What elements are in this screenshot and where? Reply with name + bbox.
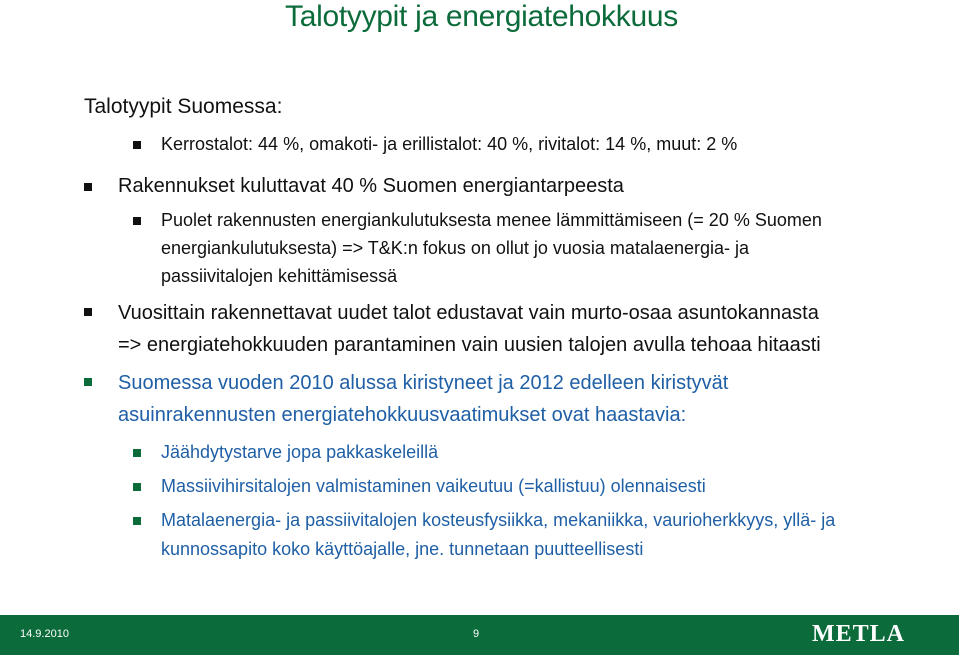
bullet-text [161, 506, 835, 564]
bullet-square-icon [133, 141, 141, 149]
bullet-square-icon [133, 483, 141, 491]
bullet-line: passiivitalojen kehittämisessä [161, 266, 398, 286]
bullet-line: Kerrostalot: 44 %, omakoti- ja erillistalot: 40 %, rivitalot: 14 %, muut: 2 % [161, 134, 738, 154]
bullet-line: Suomessa vuoden 2010 alussa kiristyneet ja 2012 edelleen kiristyvät [118, 372, 729, 394]
bullet-line: Jäähdytystarve jopa pakkaskeleillä [161, 442, 439, 462]
bullet-square-icon [84, 308, 92, 316]
bullet-line: kunnossapito koko käyttöajalle, jne. tunnetaan puutteellisesti [161, 539, 644, 559]
slide-title: Talotyypit ja energiatehokkuus [285, 0, 678, 33]
bullet-line: => energiatehokkuuden parantaminen vain uusien talojen avulla tehoaa hitaasti [118, 334, 821, 356]
bullet-line: Matalaenergia- ja passiivitalojen kosteusfysiikka, mekaniikka, vaurioherkkyys, yllä- ja [161, 510, 836, 530]
bullet-text [118, 172, 624, 200]
bullet-text [161, 130, 737, 158]
bullet-text [161, 206, 822, 290]
bullet-text [161, 438, 438, 466]
bullet-line: Rakennukset kuluttavat 40 % Suomen energiantarpeesta [118, 175, 624, 197]
bullet-line: Massiivihirsitalojen valmistaminen vaikeutuu (=kallistuu) olennaisesti [161, 476, 706, 496]
bullet-text [118, 367, 728, 431]
bullet-square-icon [133, 449, 141, 457]
bullet-line: energiankulutuksesta) => T&K:n fokus on ollut jo vuosia matalaenergia- ja [161, 238, 750, 258]
bullet-square-icon [84, 183, 92, 191]
bullet-text [118, 297, 821, 361]
bullet-line: asuinrakennusten energiatehokkuusvaatimukset ovat haastavia: [118, 404, 687, 426]
bullet-square-icon [133, 217, 141, 225]
footer-date: 14.9.2010 [20, 628, 69, 640]
bullet-line: Vuosittain rakennettavat uudet talot edustavat vain murto-osaa asuntokannasta [118, 302, 819, 324]
page-number: 9 [473, 628, 480, 640]
metla-logo: METLA [812, 621, 906, 647]
bullet-square-icon [133, 517, 141, 525]
intro-heading: Talotyypit Suomessa: [84, 95, 283, 118]
bullet-text [161, 472, 706, 500]
footer-bar [0, 615, 959, 655]
bullet-line: Puolet rakennusten energiankulutuksesta menee lämmittämiseen (= 20 % Suomen [161, 210, 822, 230]
bullet-square-icon [84, 378, 92, 386]
